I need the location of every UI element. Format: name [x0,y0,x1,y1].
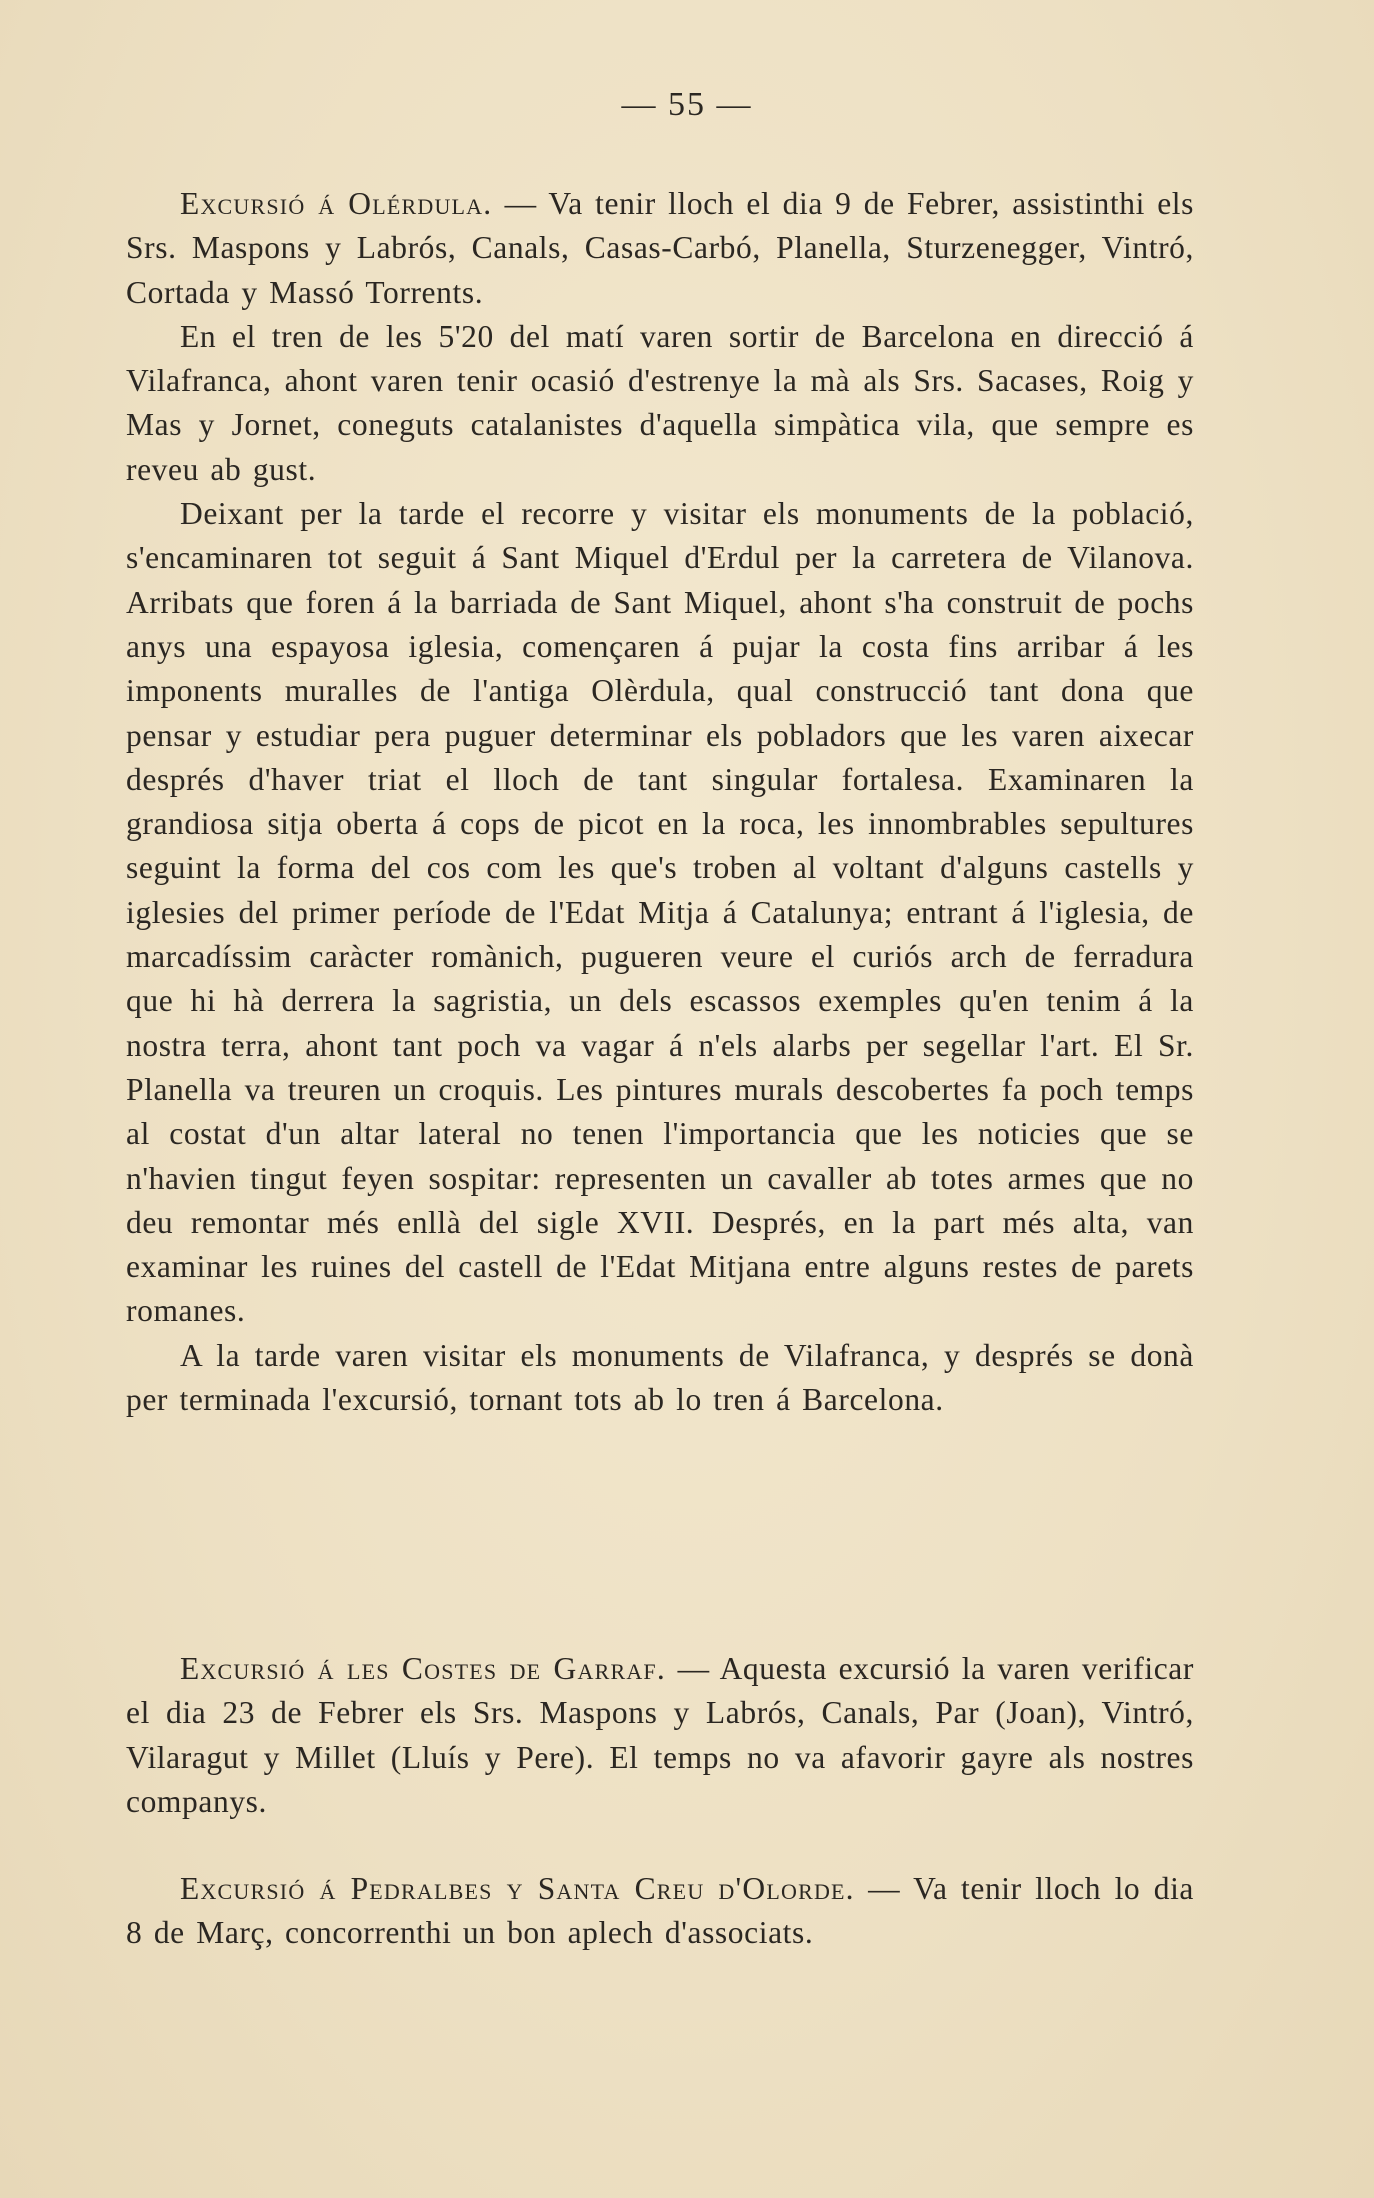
paragraph: En el tren de les 5'20 del matí varen sortir de Barcelona en direcció á Vilafranca, ahont varen tenir ocasió d'estrenye la mà als Srs. Sacases, Roig y Mas y Jornet, coneguts catalanistes d'aquella simpàtica vila, que sempre es reveu ab gust. [126,318,1194,487]
section-heading: Excursió á Pedralbes y Santa Creu d'Olorde. [180,1871,855,1906]
paragraph [126,1647,1194,1824]
paragraph-text: — Va tenir lloch el dia 9 de Febrer, assistinthi els Srs. Maspons y Labrós, Canals, Casas-Carbó, Planella, Sturzenegger, Vintró, Cortada y Massó Torrents. [126,186,1194,310]
paragraph: A la tarde varen visitar els monuments de Vilafranca, y després se donà per terminada l'excursió, tornant tots ab lo tren á Barcelona. [126,1337,1194,1418]
section-heading: Excursió á Olérdula. [180,186,493,221]
section-excursio-pedralbes [126,1867,1194,1956]
paragraph [126,1867,1194,1956]
paragraph: Deixant per la tarde el recorre y visitar els monuments de la població, s'encaminaren tot seguit á Sant Miquel d'Erdul per la carretera de Vilanova. Arribats que foren á la barriada de Sant Miquel, ahont s'ha construit de pochs anys una espayosa iglesia, començaren á pujar la costa fins arribar á les imponents muralles de l'antiga Olèrdula, qual construcció tant dona que pensar y estudiar pera puguer determinar els pobladors que les varen aixecar després d'haver triat el lloch de tant singular fortalesa. Examinaren la grandiosa sitja oberta á cops de picot en la roca, les innombrables sepultures seguint la forma del cos com les que's troben al voltant d'alguns castells y iglesies del primer període de l'Edat Mitja á Catalunya; entrant á l'iglesia, de marcadíssim caràcter romànich, pugueren veure el curiós arch de ferradura que hi hà derrera la sagristia, un dels escassos exemples qu'en tenim á la nostra terra, ahont tant poch va vagar á n'els alarbs per segellar l'art. El Sr. Planella va treuren un croquis. Les pintures murals descobertes fa poch temps al costat d'un altar lateral no tenen l'importancia que les noticies que se n'havien tingut feyen sospitar: representen un cavaller ab totes armes que no deu remontar més enllà del sigle XVII. Després, en la part més alta, van examinar les ruines del castell de l'Edat Mitjana entre alguns restes de parets romanes. [126,496,1194,1329]
paragraph-text: — Va tenir lloch lo dia 8 de Març, concorrenthi un bon aplech d'associats. [126,1871,1194,1951]
paragraph-text: — Aquesta excursió la varen verificar el dia 23 de Febrer els Srs. Maspons y Labrós, Canals, Par (Joan), Vintró, Vilaragut y Millet (Lluís y Pere). El temps no va afavorir gayre als nostres companys. [126,1651,1194,1819]
section-excursio-olerdula [126,182,1194,1422]
section-excursio-garraf [126,1647,1194,1824]
paragraph [126,182,1194,315]
section-heading: Excursió á les Costes de Garraf. [180,1651,666,1686]
page-number: — 55 — [621,86,753,123]
